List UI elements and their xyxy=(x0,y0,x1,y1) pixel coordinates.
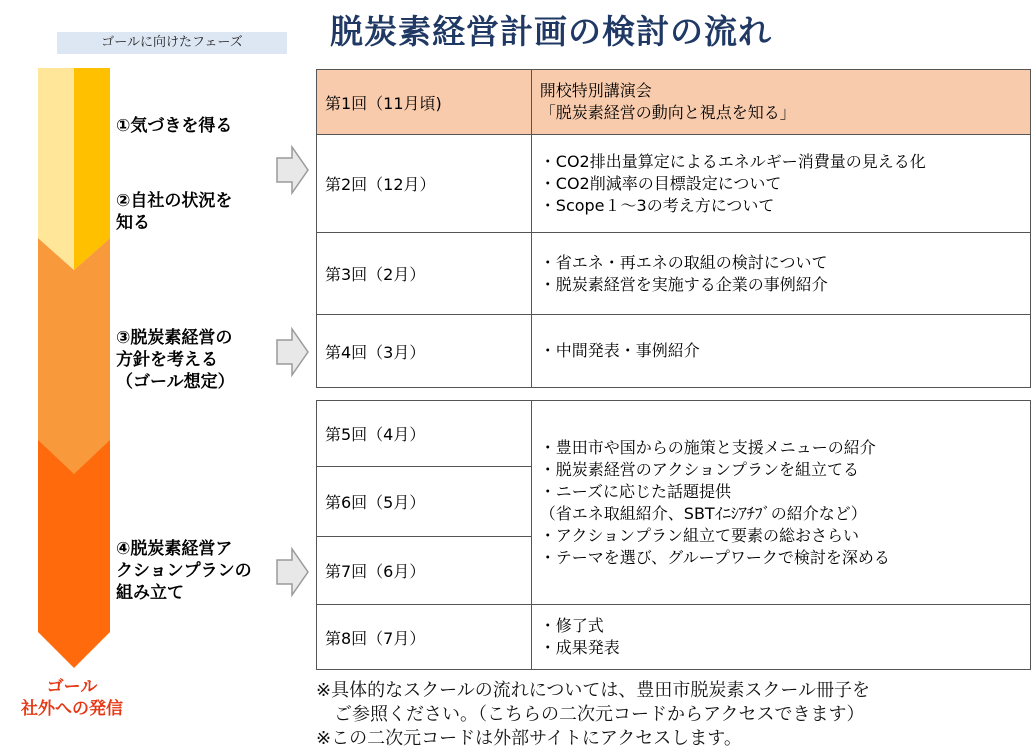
session-cell: 第7回（6月） xyxy=(317,537,532,605)
phase-4-label: ④脱炭素経営ア クションプランの 組み立て xyxy=(116,539,252,603)
phase-2-label: ②自社の状況を 知る xyxy=(116,191,233,233)
pointer-arrow-phase-4 xyxy=(277,549,308,595)
pointer-arrow-phase-2 xyxy=(277,147,308,193)
goal-line-1: ゴール xyxy=(46,677,98,697)
phase-3-label: ③脱炭素経営の 方針を考える （ゴール想定） xyxy=(116,328,235,392)
session-cell: 第5回（4月） xyxy=(317,401,532,467)
table-row xyxy=(317,315,1031,388)
shared-content-cell: ・豊田市や国からの施策と支援メニューの紹介 ・脱炭素経営のアクションプランを組立てる ・ニーズに応じた話題提供 （省エネ取組紹介、SBTｲﾆｼｱﾁﾌﾞの紹介など） ・アクションプラン組立て要素の総おさらい ・テーマを選び、グループワークで検討を深める xyxy=(531,401,1030,605)
pointer-arrows xyxy=(0,0,316,752)
content-cell: 開校特別講演会 「脱炭素経営の動向と視点を知る」 xyxy=(531,70,1030,135)
footnotes: ※具体的なスクールの流れについては、豊田市脱炭素スクール冊子を ご参照ください。（こちらの二次元コードからアクセスできます） ※この二次元コードは外部サイトにアクセスします。 xyxy=(316,680,870,749)
session-cell: 第2回（12月） xyxy=(317,135,532,233)
goal-line-2: 社外への発信 xyxy=(21,699,123,719)
phase-1-label: ①気づきを得る xyxy=(116,116,233,136)
content-cell: ・修了式 ・成果発表 xyxy=(531,605,1030,670)
table-row xyxy=(317,70,1031,135)
phase-column-label: ゴールに向けたフェーズ xyxy=(57,32,287,54)
table-row xyxy=(317,401,1031,467)
pointer-arrow-phase-3 xyxy=(277,329,308,375)
session-cell: 第1回（11月頃) xyxy=(317,70,532,135)
content-cell: ・CO2排出量算定によるエネルギー消費量の見える化 ・CO2削減率の目標設定について ・Scope１～3の考え方について xyxy=(531,135,1030,233)
content-cell: ・中間発表・事例紹介 xyxy=(531,315,1030,388)
schedule-table-2 xyxy=(316,400,1031,670)
session-cell: 第8回（7月） xyxy=(317,605,532,670)
session-cell: 第6回（5月） xyxy=(317,467,532,537)
schedule-table-1 xyxy=(316,69,1031,388)
table-row xyxy=(317,233,1031,315)
goal-label xyxy=(0,676,144,720)
session-cell: 第3回（2月） xyxy=(317,233,532,315)
table-row xyxy=(317,605,1031,670)
page-title: 脱炭素経営計画の検討の流れ xyxy=(330,12,772,51)
table-row xyxy=(317,135,1031,233)
content-cell: ・省エネ・再エネの取組の検討について ・脱炭素経営を実施する企業の事例紹介 xyxy=(531,233,1030,315)
session-cell: 第4回（3月） xyxy=(317,315,532,388)
